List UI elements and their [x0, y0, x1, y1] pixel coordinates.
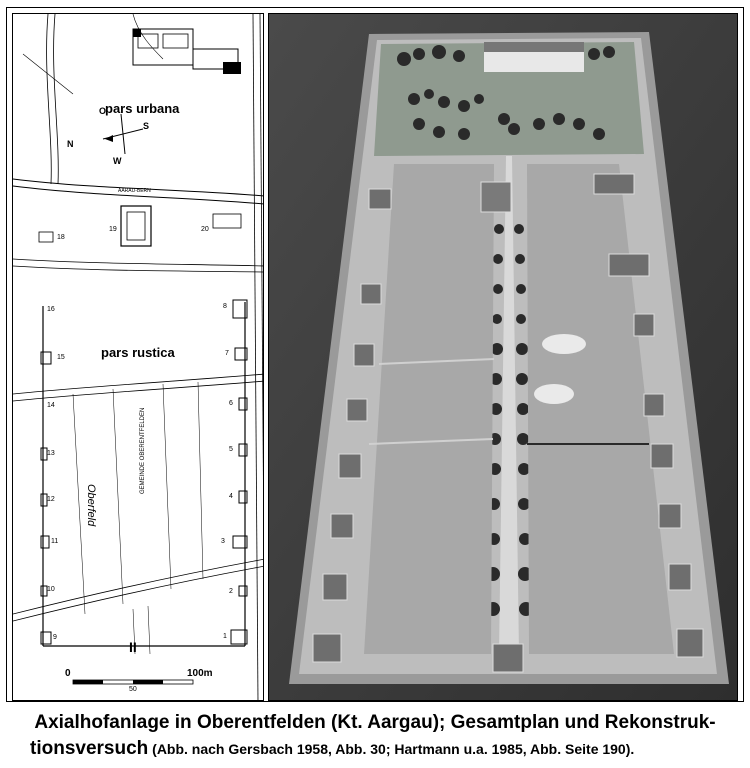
scale-start: 0 — [65, 668, 71, 679]
label-gemeinde: GEMEINDE OBERENTFELDEN — [140, 407, 146, 494]
plot-number: 18 — [57, 234, 65, 241]
plot-number: 6 — [229, 400, 233, 407]
scale-mid: 50 — [129, 686, 137, 693]
plot-number: 7 — [225, 350, 229, 357]
caption-line-2-bold: tionsversuch — [30, 738, 149, 759]
label-pars-rustica: pars rustica — [101, 345, 175, 360]
plot-number: 14 — [47, 402, 55, 409]
caption-line-1: Axialhofanlage in Oberentfelden (Kt. Aargau); Gesamtplan und Rekonstruk- — [34, 712, 716, 733]
model-photo — [268, 13, 738, 701]
caption-line-2-source: (Abb. nach Gersbach 1958, Abb. 30; Hartmann u.a. 1985, Abb. Seite 190). — [148, 741, 635, 757]
compass-s: S — [143, 121, 150, 131]
plot-number: 19 — [109, 226, 117, 233]
caption-line-2 — [30, 738, 750, 760]
scale-end: 100m — [187, 668, 213, 679]
plot-number: 4 — [229, 493, 233, 500]
plot-number: 8 — [223, 303, 227, 310]
model-photo-drawing — [269, 14, 738, 701]
gate-label: II — [129, 639, 137, 655]
plot-number: 1 — [223, 633, 227, 640]
plot-number: 11 — [51, 538, 59, 545]
plot-number: 3 — [221, 538, 225, 545]
label-road: AARAU-BERN — [118, 188, 151, 194]
plot-number: 20 — [201, 226, 209, 233]
label-oberfeld: Oberfeld — [85, 484, 97, 527]
plot-number: 5 — [229, 446, 233, 453]
site-plan — [12, 13, 264, 701]
label-pars-urbana: pars urbana — [105, 101, 180, 116]
plot-number: 9 — [53, 634, 57, 641]
plot-number: 13 — [47, 450, 55, 457]
compass-w: W — [113, 156, 122, 166]
plot-number: 12 — [47, 496, 55, 503]
compass-o: O — [99, 106, 107, 116]
compass-n: N — [67, 139, 74, 149]
plot-number: 10 — [47, 586, 55, 593]
plot-number: 2 — [229, 588, 233, 595]
plot-number: 15 — [57, 354, 65, 361]
plot-number: 16 — [47, 306, 55, 313]
